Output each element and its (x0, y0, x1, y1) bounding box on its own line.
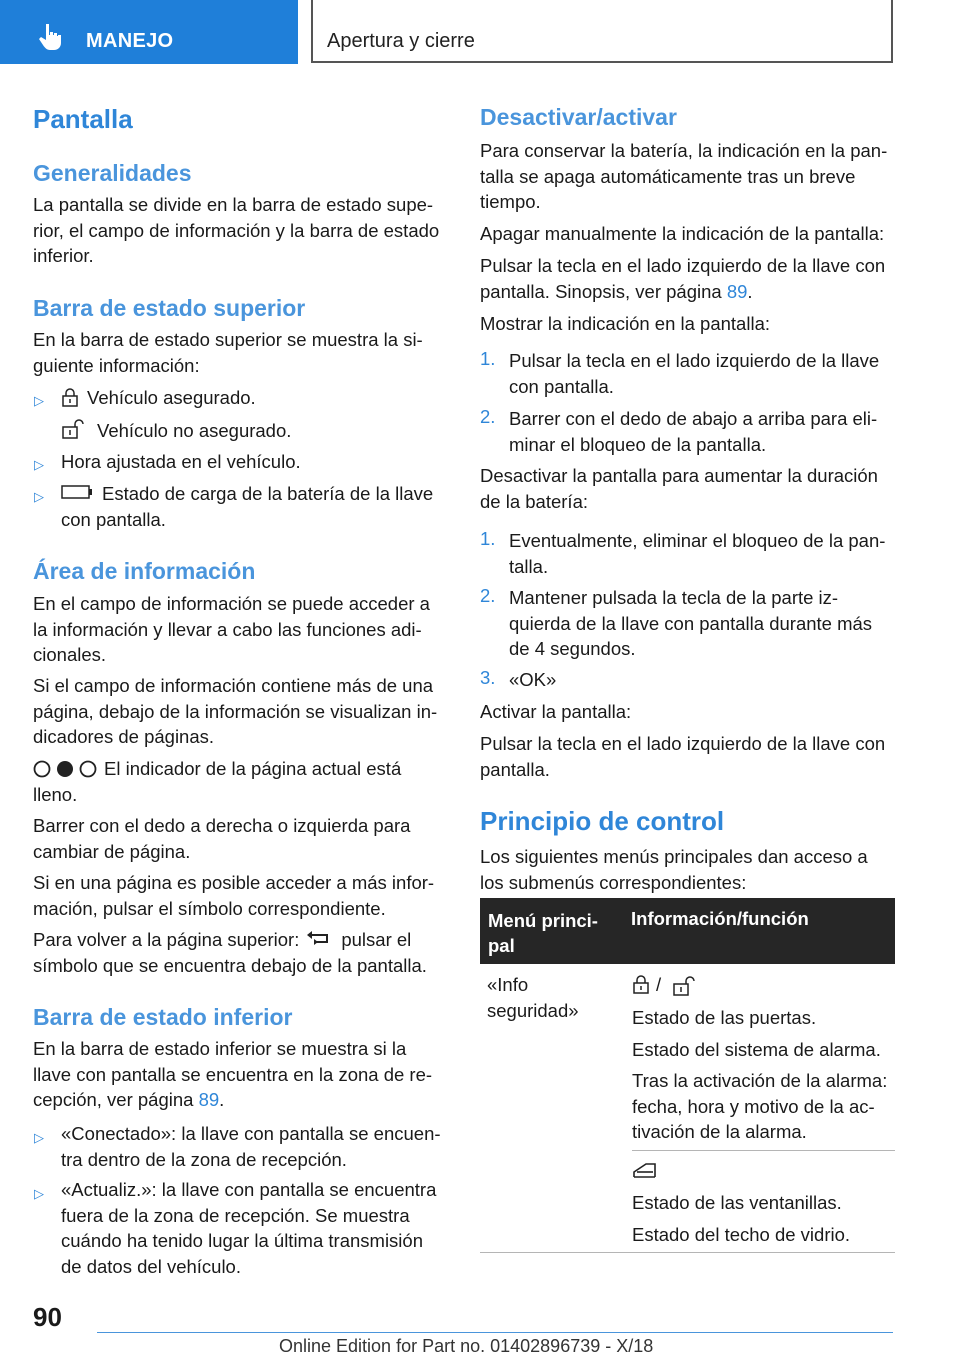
paragraph-deact-2: Apagar manualmente la indicación de la pantalla: (480, 223, 885, 244)
table-cell-info: Estado de las puertas. Estado del sistema de alarma. Tras la activación de la alarma: fecha, hora y motivo de la ac- tivación de la alarma. (632, 1007, 888, 1142)
footer-divider (97, 1332, 893, 1333)
bullet-update: «Actualiz.»: la llave con pantalla se encuentra fuera de la zona de recepción. Se muestra cuándo ha tenido lugar la última transmisión de datos del vehículo. (61, 1179, 437, 1277)
subsection-tab (311, 0, 893, 63)
heading-control: Principio de control (480, 806, 725, 836)
bullet-connected: «Conectado»: la llave con pantalla se encuen- tra dentro de la zona de recepción. (61, 1123, 441, 1170)
paragraph-deact-5: Desactivar la pantalla para aumentar la duración de la batería: (480, 465, 878, 512)
page-number: 90 (33, 1302, 62, 1332)
heading-deactivate: Desactivar/activar (480, 104, 677, 130)
lock-open-icon (61, 418, 89, 440)
bullet-locked: Vehículo asegurado. (87, 387, 256, 408)
paragraph-general: La pantalla se divide en la barra de estado supe- rior, el campo de información y la barra de estado inferior. (33, 194, 440, 266)
subsection-title: Apertura y cierre (327, 30, 475, 52)
step-text: Barrer con el dedo de abajo a arriba para eli- minar el bloqueo de la pantalla. (509, 408, 878, 455)
paragraph-info-2: Si el campo de información contiene más de una página, debajo de la información se visualizan in- dicadores de páginas. (33, 675, 438, 747)
section-title: MANEJO (86, 30, 174, 52)
paragraph-top-bar: En la barra de estado superior se muestra la si- guiente información: (33, 329, 423, 376)
bullet-time: Hora ajustada en el vehículo. (61, 451, 301, 472)
bullet-icon: ▷ (34, 457, 44, 472)
paragraph-bottom-bar: En la barra de estado inferior se muestra si la llave con pantalla se encuentra en la zona de re- cepción, ver página 89. (33, 1038, 433, 1110)
bullet-icon: ▷ (34, 1130, 44, 1145)
bullet-battery: Estado de carga de la batería de la llave con pantalla. (61, 483, 434, 530)
edition-text: Online Edition for Part no. 01402896739 - X/18 (279, 1336, 654, 1356)
paragraph-info-4: Barrer con el dedo a derecha o izquierda para cambiar de página. (33, 815, 411, 862)
step-text: «OK» (509, 669, 557, 690)
paragraph-deact-1: Para conservar la batería, la indicación en la pan- talla se apaga automáticamente tras un breve tiempo. (480, 140, 888, 212)
paragraph-deact-7: Pulsar la tecla en el lado izquierdo de la llave con pantalla. (480, 733, 886, 780)
heading-general: Generalidades (33, 160, 192, 186)
paragraph-deact-6: Activar la pantalla: (480, 701, 632, 722)
hand-pointer-icon (38, 22, 64, 50)
bullet-icon: ▷ (34, 393, 44, 408)
bullet-unlocked: Vehículo no asegurado. (97, 420, 292, 441)
step-text: Mantener pulsada la tecla de la parte iz- quierda de la llave con pantalla durante más de 4 segundos. (509, 587, 873, 659)
paragraph-info-3: El indicador de la página actual está lleno. (33, 758, 402, 805)
heading-top-bar: Barra de estado superior (33, 295, 306, 321)
step-text: Eventualmente, eliminar el bloqueo de la pan- talla. (509, 530, 886, 577)
paragraph-info-6: Para volver a la página superior: pulsar el símbolo que se encuentra debajo de la pantalla. (33, 929, 427, 976)
paragraph-info-5: Si en una página es posible acceder a más infor- mación, pulsar el símbolo correspondiente. (33, 872, 435, 919)
table-bottom-border (480, 1252, 895, 1253)
page-title: Pantalla (33, 104, 133, 134)
step-number: 3. (480, 667, 496, 688)
lock-closed-icon (632, 975, 650, 995)
step-number: 1. (480, 528, 496, 549)
column-header-info: Información/función (631, 908, 809, 929)
heading-info-area: Área de información (33, 558, 256, 584)
back-arrow-icon (305, 930, 331, 948)
table-cell-info-2: Estado de las ventanillas. Estado del techo de vidrio. (632, 1192, 851, 1245)
paragraph-deact-4: Mostrar la indicación en la pantalla: (480, 313, 770, 334)
column-header-menu: Menú princi- pal (488, 910, 598, 956)
paragraph-info-1: En el campo de información se puede acceder a la información y llevar a cabo las funciones adi- cionales. (33, 593, 430, 665)
slash-separator: / (656, 974, 662, 995)
lock-open-icon (672, 975, 700, 997)
table-divider (632, 1150, 895, 1151)
window-icon (632, 1161, 658, 1179)
section-tab (0, 0, 298, 64)
lock-closed-icon (61, 388, 79, 408)
table-cell-menu: «Info seguridad» (487, 974, 579, 1021)
heading-bottom-bar: Barra de estado inferior (33, 1004, 293, 1030)
bullet-icon: ▷ (34, 489, 44, 504)
step-number: 2. (480, 406, 496, 427)
table-header (480, 898, 895, 964)
paragraph-deact-3: Pulsar la tecla en el lado izquierdo de la llave con pantalla. Sinopsis, ver página 89. (480, 255, 886, 302)
step-number: 1. (480, 348, 496, 369)
page-link[interactable]: 89 (198, 1089, 220, 1110)
bullet-icon: ▷ (34, 1186, 44, 1201)
page-link[interactable]: 89 (726, 280, 748, 302)
step-number: 2. (480, 585, 496, 606)
paragraph-control: Los siguientes menús principales dan acceso a los submenús correspondientes: (480, 846, 868, 893)
step-text: Pulsar la tecla en el lado izquierdo de la llave con pantalla. (509, 350, 880, 397)
